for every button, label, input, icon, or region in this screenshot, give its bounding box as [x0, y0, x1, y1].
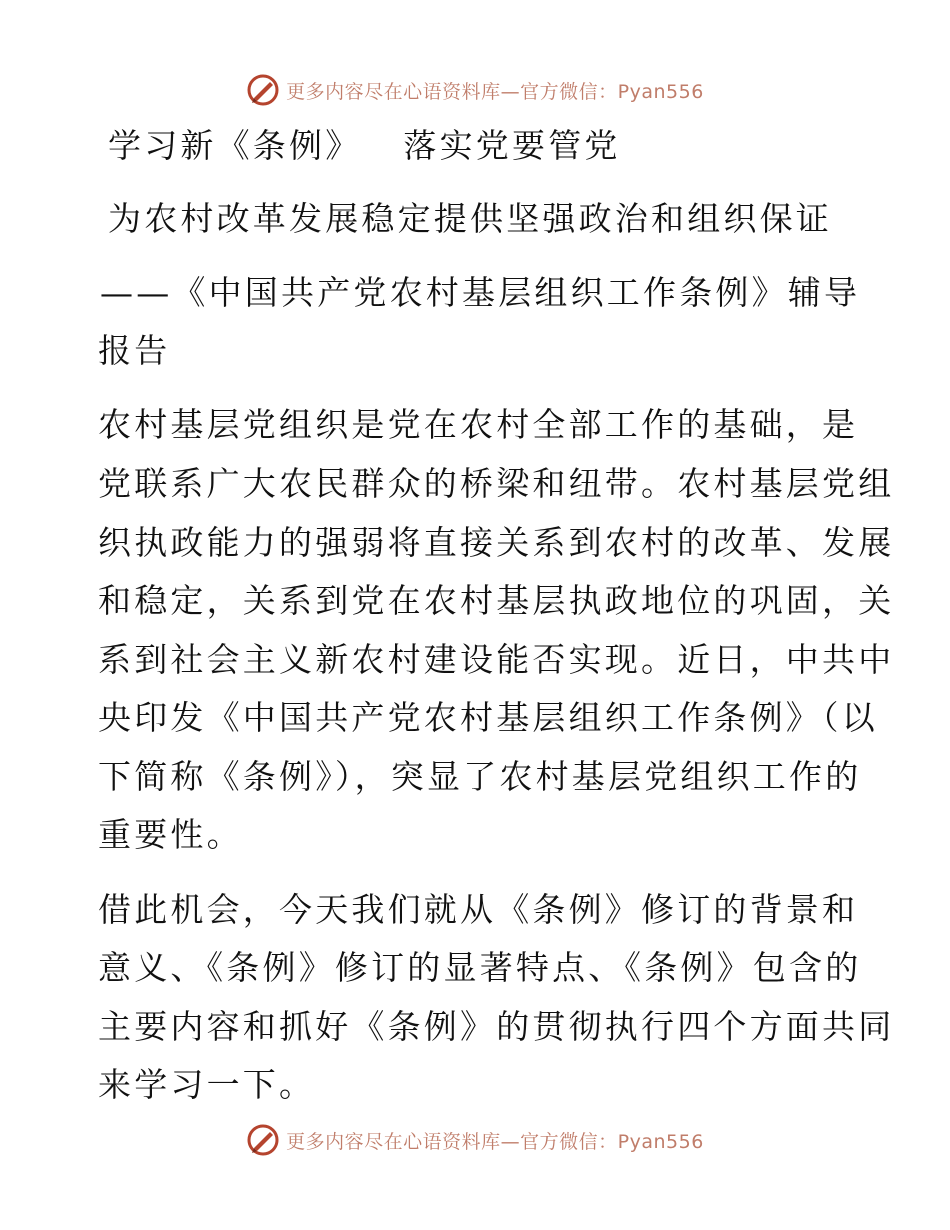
- paragraph-line: 意义、《条例》修订的显著特点、《条例》包含的: [98, 948, 862, 987]
- paragraph-line: 主要内容和抓好《条例》的贯彻执行四个方面共同: [98, 1007, 895, 1046]
- report-title-line-1: ——《中国共产党农村基层组织工作条例》辅导: [100, 273, 861, 312]
- title-part-1: 学习新《条例》: [108, 126, 362, 165]
- subtitle: 为农村改革发展稳定提供坚强政治和组织保证: [108, 199, 832, 238]
- paragraph-line: 织执政能力的强弱将直接关系到农村的改革、发展: [98, 523, 895, 562]
- title-part-2: 落实党要管党: [403, 126, 621, 165]
- paragraph-line: 重要性。: [98, 815, 243, 854]
- paragraph-line: 系到社会主义新农村建设能否实现。近日，中共中: [98, 640, 895, 679]
- pen-logo-icon: [246, 73, 280, 107]
- watermark-text: 更多内容尽在心语资料库—官方微信：Pyan556: [286, 1130, 704, 1153]
- watermark-footer: [0, 1120, 950, 1160]
- paragraph-line: 央印发《中国共产党农村基层组织工作条例》（以: [98, 698, 878, 737]
- paragraph-line: 来学习一下。: [98, 1065, 316, 1104]
- watermark-header: [0, 70, 950, 110]
- paragraph-line: 下简称《条例》），突显了农村基层党组织工作的: [98, 757, 862, 796]
- pen-logo-icon: [246, 1123, 280, 1157]
- report-title-line-2: 报告: [98, 331, 171, 370]
- paragraph-line: 党联系广大农民群众的桥梁和纽带。农村基层党组: [98, 464, 895, 503]
- paragraph-line: 和稳定，关系到党在农村基层执政地位的巩固，关: [98, 581, 895, 620]
- paragraph-line: 农村基层党组织是党在农村全部工作的基础，是: [98, 405, 859, 444]
- title-line: [108, 126, 621, 165]
- watermark-text: 更多内容尽在心语资料库—官方微信：Pyan556: [286, 80, 704, 103]
- paragraph-line: 借此机会，今天我们就从《条例》修订的背景和: [98, 890, 859, 929]
